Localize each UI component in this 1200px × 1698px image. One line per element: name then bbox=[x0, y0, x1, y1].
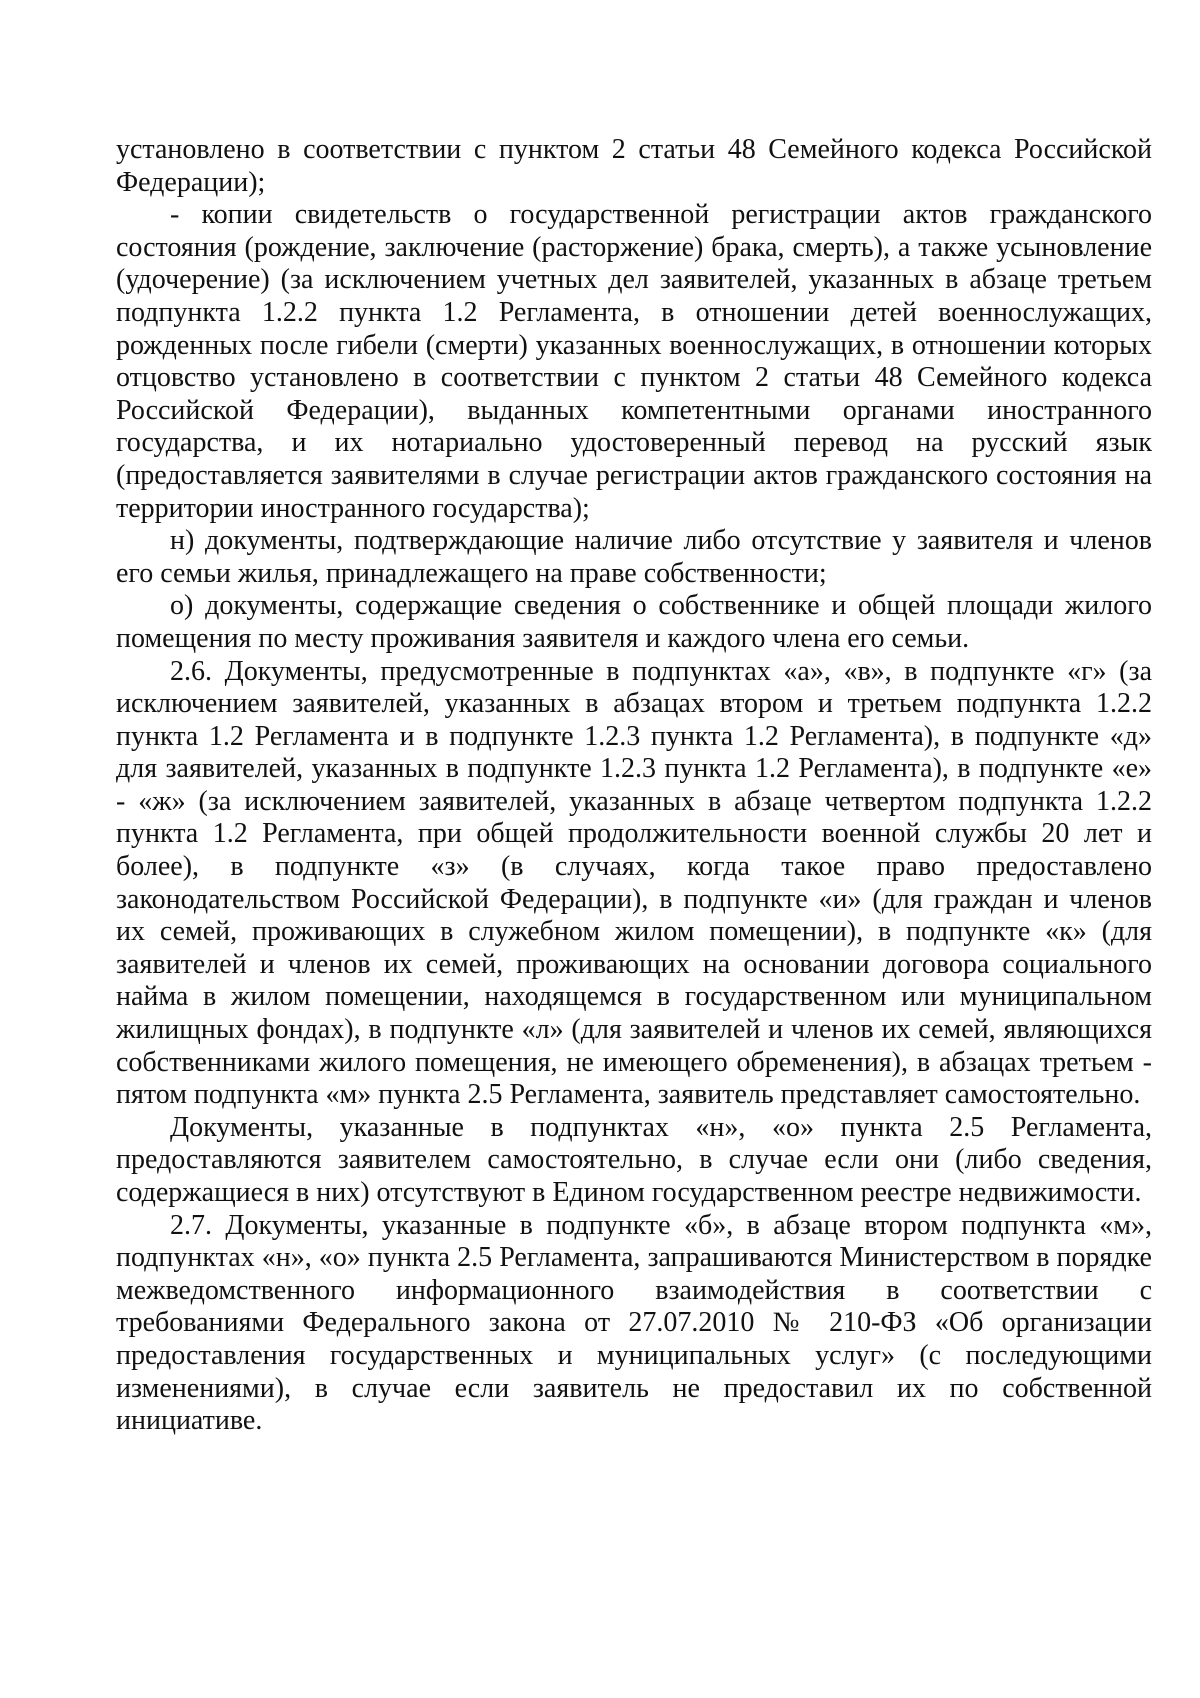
document-page bbox=[116, 134, 1152, 1438]
paragraph-item-n: н) документы, подтверждающие наличие либо отсутствие у заявителя и членов его семьи жилья, принадлежащего на праве собственности; bbox=[116, 525, 1152, 589]
paragraph-continuation: установлено в соответствии с пунктом 2 статьи 48 Семейного кодекса Российской Федерации); bbox=[116, 134, 1152, 198]
paragraph-certificates: - копии свидетельств о государственной регистрации актов гражданского состояния (рождение, заключение (расторжение) брака, смерть), а также усыновление (удочерение) (за исключением учетных дел заявителей, указанных в абзаце третьем подпункта 1.2.2 пункта 1.2 Регламента, в отношении детей военнослужащих, рожденных после гибели (смерти) указанных военнослужащих, в отношении которых отцовство установлено в соответствии с пунктом 2 статьи 48 Семейного кодекса Российской Федерации), выданных компетентными органами иностранного государства, и их нотариально удостоверенный перевод на русский язык (предоставляется заявителями в случае регистрации актов гражданского состояния на территории иностранного государства); bbox=[116, 199, 1152, 524]
paragraph-documents-n-o: Документы, указанные в подпунктах «н», «о» пункта 2.5 Регламента, предоставляются заявителем самостоятельно, в случае если они (либо сведения, содержащиеся в них) отсутствуют в Едином государственном реестре недвижимости. bbox=[116, 1111, 1152, 1208]
paragraph-2-6: 2.6. Документы, предусмотренные в подпунктах «а», «в», в подпункте «г» (за исключением заявителей, указанных в абзацах втором и третьем подпункта 1.2.2 пункта 1.2 Регламента и в подпункте 1.2.3 пункта 1.2 Регламента), в подпункте «д» для заявителей, указанных в подпункте 1.2.3 пункта 1.2 Регламента), в подпункте «е» - «ж» (за исключением заявителей, указанных в абзаце четвертом подпункта 1.2.2 пункта 1.2 Регламента, при общей продолжительности военной службы 20 лет и более), в подпункте «з» (в случаях, когда такое право предоставлено законодательством Российской Федерации), в подпункте «и» (для граждан и членов их семей, проживающих в служебном жилом помещении), в подпункте «к» (для заявителей и членов их семей, проживающих на основании договора социального найма в жилом помещении, находящемся в государственном или муниципальном жилищных фондах), в подпункте «л» (для заявителей и членов их семей, являющихся собственниками жилого помещения, не имеющего обременения), в абзацах третьем - пятом подпункта «м» пункта 2.5 Регламента, заявитель представляет самостоятельно. bbox=[116, 655, 1152, 1111]
paragraph-item-o: о) документы, содержащие сведения о собственнике и общей площади жилого помещения по месту проживания заявителя и каждого члена его семьи. bbox=[116, 590, 1152, 654]
paragraph-2-7: 2.7. Документы, указанные в подпункте «б», в абзаце втором подпункта «м», подпунктах «н», «о» пункта 2.5 Регламента, запрашиваются Министерством в порядке межведомственного информационного взаимодействия в соответствии с требованиями Федерального закона от 27.07.2010 № 210-ФЗ «Об организации предоставления государственных и муниципальных услуг» (с последующими изменениями), в случае если заявитель не предоставил их по собственной инициативе. bbox=[116, 1209, 1152, 1437]
